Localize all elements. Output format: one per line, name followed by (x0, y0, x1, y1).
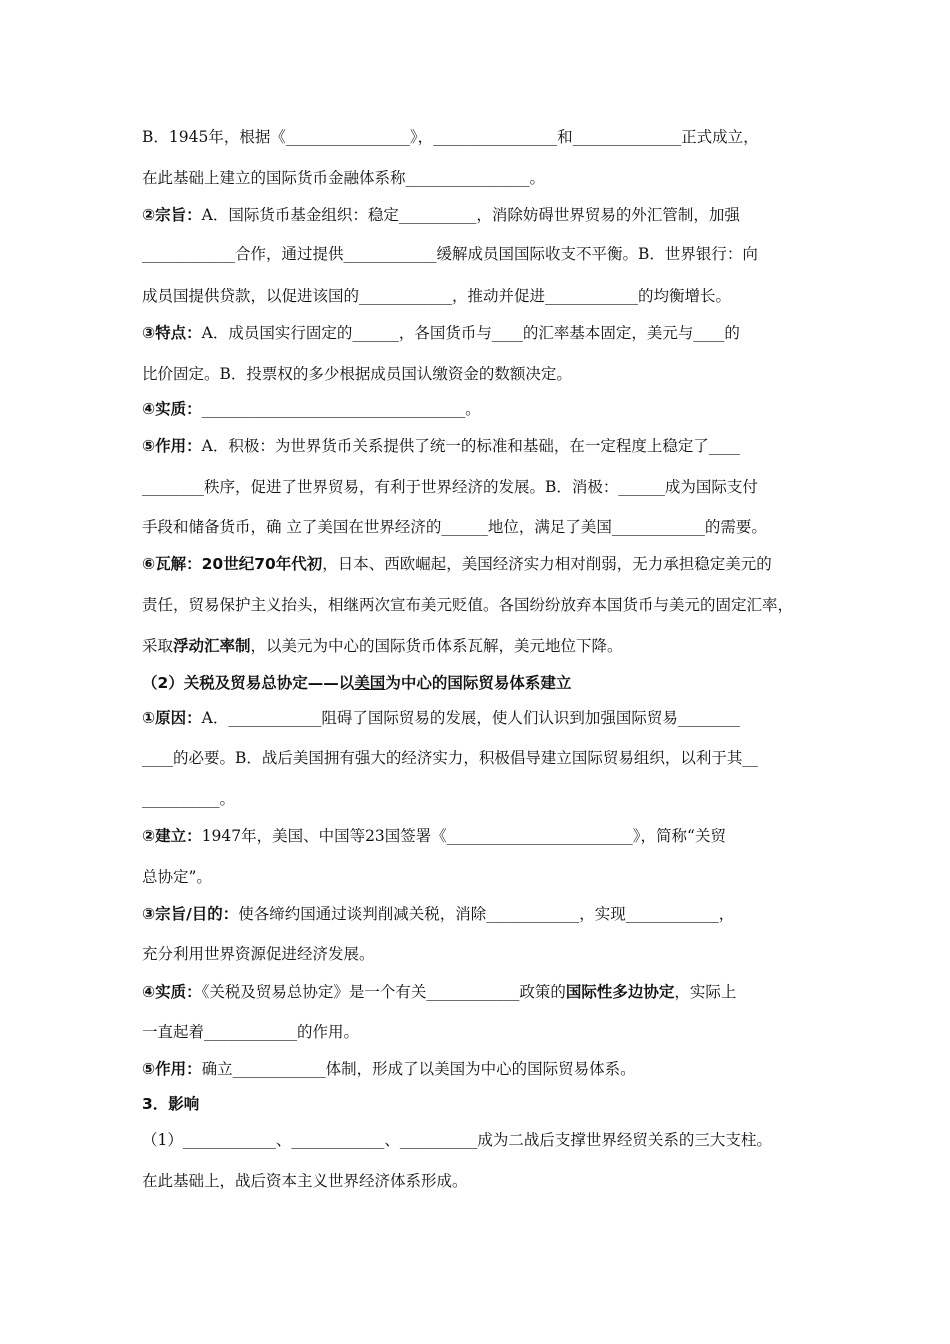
text-segment: 1947年，美国、中国等23国签署《________________________》，简称“关贸 (201, 827, 726, 845)
text-line (142, 1057, 636, 1081)
text-segment: ，实际上 (674, 983, 737, 1001)
heading-segment: （2）关税及贸易总协定——以 (142, 674, 355, 692)
text-line (142, 634, 623, 658)
text-segment: ____________合作，通过提供____________缓解成员国国际收支不平衡。B．世界银行：向 (142, 245, 758, 263)
text-line (142, 980, 736, 1004)
text-segment: 手段和储备货币，确 立了美国在世界经济的______地位，满足了美国____________的需要。 (142, 518, 767, 536)
text-segment: 一直起着____________的作用。 (142, 1023, 360, 1041)
section-label: ①原因： (142, 709, 202, 727)
text-segment: 责任，贸易保护主义抬头，相继两次宣布美元贬值。各国纷纷放弃本国货币与美元的固定汇率， (142, 596, 794, 614)
heading-segment: 为中心的国际贸易体系建立 (385, 674, 572, 692)
text-segment: ____的必要。B．战后美国拥有强大的经济实力，积极倡导建立国际贸易组织，以利于其__ (142, 749, 758, 767)
text-line (142, 706, 740, 730)
bold-term: 国际性多边协定 (565, 983, 675, 1001)
section-heading (142, 1092, 199, 1116)
section-label: ③特点： (142, 324, 202, 342)
text-line (142, 593, 793, 617)
text-line (142, 397, 481, 421)
text-segment: 《关税及贸易总协定》是一个有关____________政策的 (201, 983, 566, 1001)
text-line (142, 242, 758, 266)
text-segment: ，日本、西欧崛起，美国经济实力相对削弱，无力承担稳定美元的 (322, 555, 772, 573)
text-line (142, 902, 734, 926)
section-heading (142, 671, 571, 695)
text-line (142, 515, 767, 539)
text-segment: 使各缔约国通过谈判削减关税，消除____________，实现____________， (238, 905, 735, 923)
text-segment: 在此基础上，战后资本主义世界经济体系形成。 (142, 1172, 468, 1190)
text-line (142, 166, 545, 190)
text-segment: 充分利用世界资源促进经济发展。 (142, 945, 375, 963)
bold-term: 浮动汇率制 (173, 637, 251, 655)
text-segment: A．国际货币基金组织：稳定__________，消除妨碍世界贸易的外汇管制，加强 (201, 206, 740, 224)
section-label: ⑥瓦解：20世纪70年代初 (142, 555, 323, 573)
text-segment: （1）____________、____________、__________成为二战后支撑世界经贸关系的三大支柱。 (142, 1131, 772, 1149)
section-label: ④实质： (142, 983, 202, 1001)
text-segment: A．积极：为世界货币关系提供了统一的标准和基础，在一定程度上稳定了____ (201, 437, 740, 455)
text-line (142, 787, 235, 811)
text-line (142, 475, 758, 499)
text-segment: A．成员国实行固定的______，各国货币与____的汇率基本固定，美元与____的 (201, 324, 740, 342)
text-line (142, 1128, 772, 1152)
text-line (142, 284, 731, 308)
section-label: ⑤作用： (142, 437, 202, 455)
text-line (142, 1020, 359, 1044)
text-line (142, 824, 726, 848)
text-line (142, 552, 772, 576)
text-segment: 成员国提供贷款，以促进该国的____________，推动并促进____________的均衡增长。 (142, 287, 732, 305)
text-segment: 比价固定。B．投票权的多少根据成员国认缴资金的数额决定。 (142, 365, 572, 383)
text-line (142, 865, 212, 889)
text-line (142, 321, 740, 345)
text-segment: 采取 (142, 637, 174, 655)
text-segment: ________秩序，促进了世界贸易，有利于世界经济的发展。B．消极：______成为国际支付 (142, 478, 758, 496)
section-label: ②宗旨： (142, 206, 202, 224)
text-segment: ，以美元为中心的国际货币体系瓦解，美元地位下降。 (250, 637, 623, 655)
text-line (142, 1169, 468, 1193)
text-segment: 总协定”。 (142, 868, 212, 886)
text-line (142, 746, 758, 770)
section-label: ②建立： (142, 827, 202, 845)
text-line (142, 942, 375, 966)
text-segment: __________________________________。 (201, 400, 481, 418)
text-segment: A．____________阻碍了国际贸易的发展，使人们认识到加强国际贸易________ (201, 709, 740, 727)
text-line (142, 434, 740, 458)
section-label: ⑤作用： (142, 1060, 202, 1078)
heading-underlined-term: 美国 (354, 674, 386, 692)
section-label: ③宗旨/目的： (142, 905, 239, 923)
text-segment: B．1945年，根据《________________》，________________和______________正式成立， (142, 128, 759, 146)
text-segment: 确立____________体制，形成了以美国为中心的国际贸易体系。 (201, 1060, 636, 1078)
text-segment: 在此基础上建立的国际货币金融体系称________________。 (142, 169, 546, 187)
text-segment: __________。 (142, 790, 236, 808)
heading-segment: 3．影响 (142, 1095, 200, 1113)
text-line (142, 362, 572, 386)
text-line (142, 203, 740, 227)
text-line (142, 125, 759, 149)
section-label: ④实质： (142, 400, 202, 418)
